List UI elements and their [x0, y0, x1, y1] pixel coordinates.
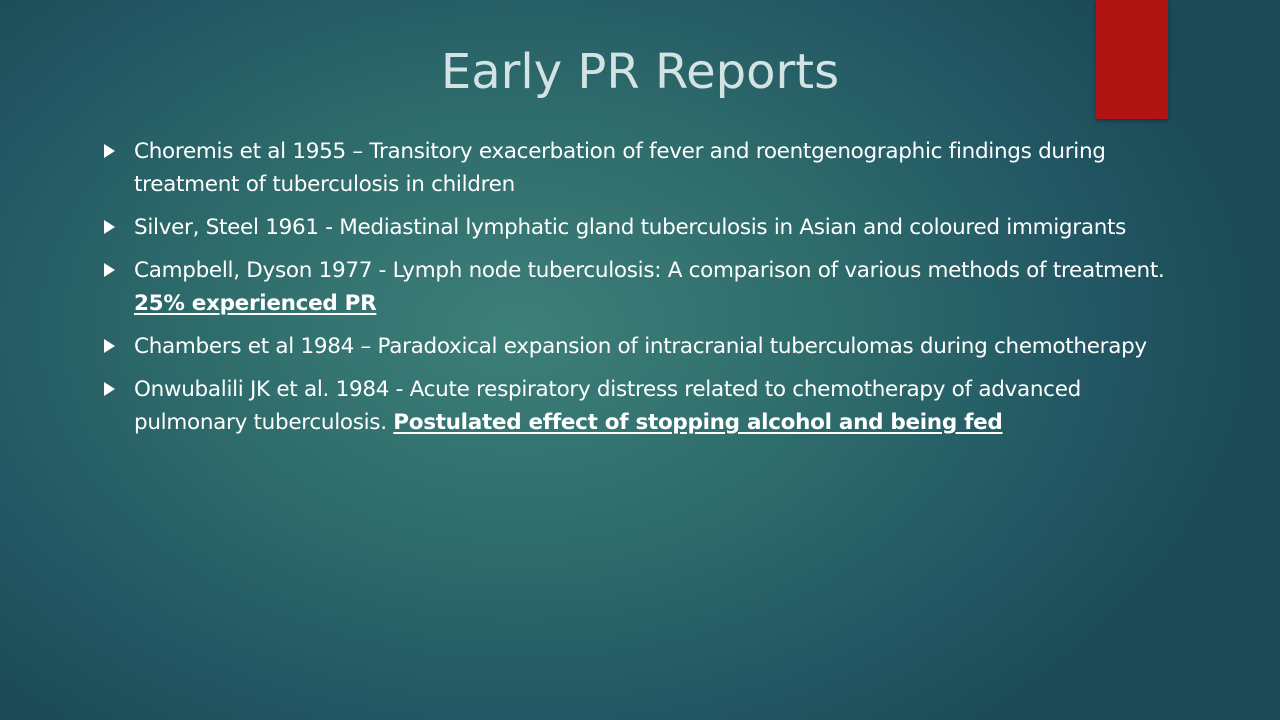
bullet-item [96, 211, 1176, 244]
triangle-bullet-icon [104, 220, 115, 234]
bullet-item [96, 254, 1176, 320]
bullet-emphasis: 25% experienced PR [134, 291, 377, 316]
triangle-bullet-icon [104, 144, 115, 158]
bullet-text: Silver, Steel 1961 - Mediastinal lymphatic gland tuberculosis in Asian and coloured immigrants [134, 215, 1127, 240]
bullet-list [96, 135, 1176, 449]
bullet-text: Choremis et al 1955 – Transitory exacerbation of fever and roentgenographic findings during treatment of tuberculosis in children [134, 139, 1106, 197]
bullet-item [96, 135, 1176, 201]
bullet-text: Chambers et al 1984 – Paradoxical expansion of intracranial tuberculomas during chemotherapy [134, 334, 1147, 359]
bullet-item [96, 330, 1176, 363]
triangle-bullet-icon [104, 382, 115, 396]
slide-title: Early PR Reports [440, 44, 840, 100]
triangle-bullet-icon [104, 339, 115, 353]
triangle-bullet-icon [104, 263, 115, 277]
bullet-text: Onwubalili JK et al. 1984 - Acute respiratory distress related to chemotherapy of advanced pulmonary tuberculosis. [134, 377, 1081, 435]
bullet-emphasis: Postulated effect of stopping alcohol and being fed [393, 410, 1003, 435]
bullet-item [96, 373, 1176, 439]
bullet-text: Campbell, Dyson 1977 - Lymph node tuberculosis: A comparison of various methods of treatment. [134, 258, 1165, 283]
